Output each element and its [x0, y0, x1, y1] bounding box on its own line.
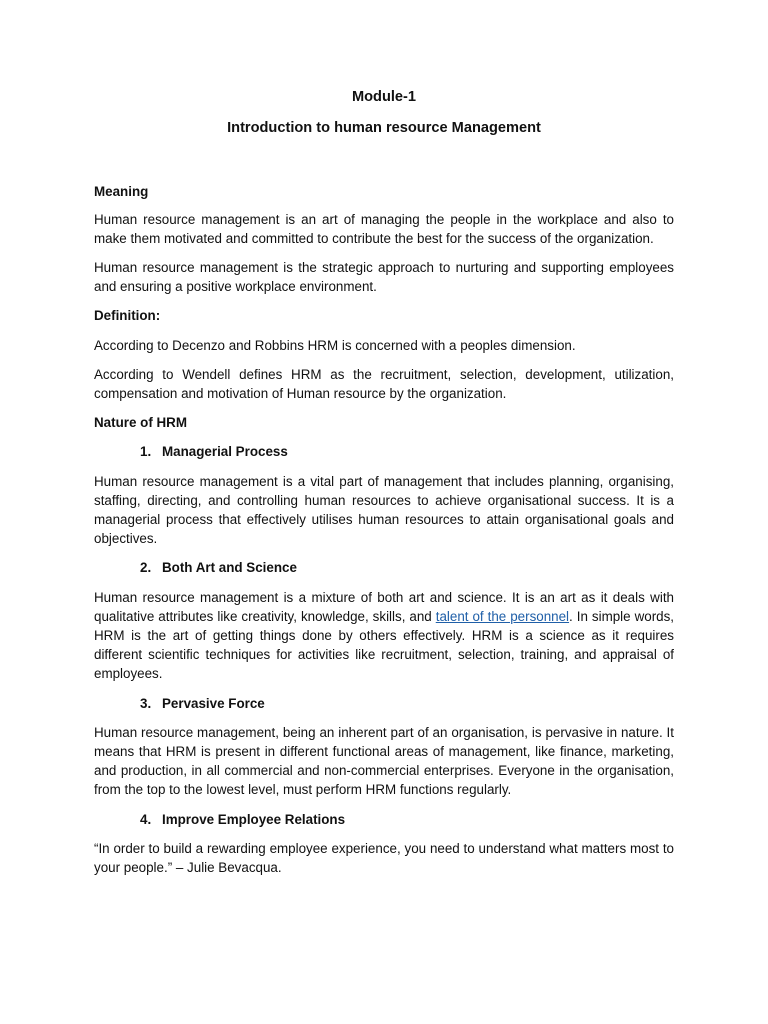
list-item-text: Human resource management is a vital part of management that includes planning, organising, staffing, directing, and controlling human resources to achieve organisational success. It is a managerial process that effectively utilises human resources to attain organisational goals and objectives.: [94, 473, 674, 547]
list-item-text: [94, 588, 674, 684]
list-item-title: Managerial Process: [162, 444, 288, 460]
nature-heading: Nature of HRM: [94, 415, 187, 431]
list-item-title: Pervasive Force: [162, 695, 265, 711]
page-title: Introduction to human resource Management: [227, 120, 541, 137]
talent-of-personnel-link[interactable]: talent of the personnel: [435, 608, 570, 624]
text-after-link: . In simple words, HRM is the art of getting things done by others effectively. HRM is a science as it requires different scientific techniques for activities like recruitment, selection, training, and appraisal of employees.: [94, 608, 675, 682]
meaning-paragraph-2: Human resource management is the strategic approach to nurturing and supporting employees and ensuring a positive workplace environment.: [94, 260, 674, 295]
definition-paragraph-2: According to Wendell defines HRM as the recruitment, selection, development, utilization, compensation and motivation of Human resource by the organization.: [94, 366, 674, 402]
list-item-text: Human resource management, being an inherent part of an organisation, is pervasive in nature. It means that HRM is present in different functional areas of management, like finance, marketing, and production, in all commercial and non-commercial enterprises. Everyone in the organisation, from the top to the lowest level, must perform HRM functions regularly.: [94, 724, 674, 798]
list-item-heading-art-and-science: [94, 558, 674, 577]
list-item-heading-employee-relations: [94, 810, 674, 829]
definition-paragraph-1: According to Decenzo and Robbins HRM is concerned with a peoples dimension.: [94, 337, 576, 353]
list-item-number: 1.: [140, 444, 152, 460]
list-item-number: 3.: [140, 695, 152, 711]
text-before-link: Human resource management is a mixture of both art and science. It is an art as it deals with qualitative attributes like creativity, knowledge, skills, and: [94, 589, 674, 624]
list-item-title: Improve Employee Relations: [162, 811, 346, 827]
meaning-heading: Meaning: [94, 184, 149, 200]
list-item-title: Both Art and Science: [162, 560, 297, 576]
definition-heading: Definition:: [94, 308, 161, 324]
module-title: Module-1: [351, 89, 417, 105]
list-item-heading-managerial-process: [94, 442, 674, 461]
list-item-number: 4.: [140, 811, 152, 827]
list-item-text: “In order to build a rewarding employee experience, you need to understand what matters most to your people.” – Julie Bevacqua.: [94, 840, 674, 876]
list-item-heading-pervasive-force: [94, 694, 674, 713]
meaning-paragraph-1: Human resource management is an art of managing the people in the workplace and also to make them motivated and committed to contribute the best for the success of the organization.: [94, 211, 674, 246]
list-item-number: 2.: [140, 560, 152, 576]
